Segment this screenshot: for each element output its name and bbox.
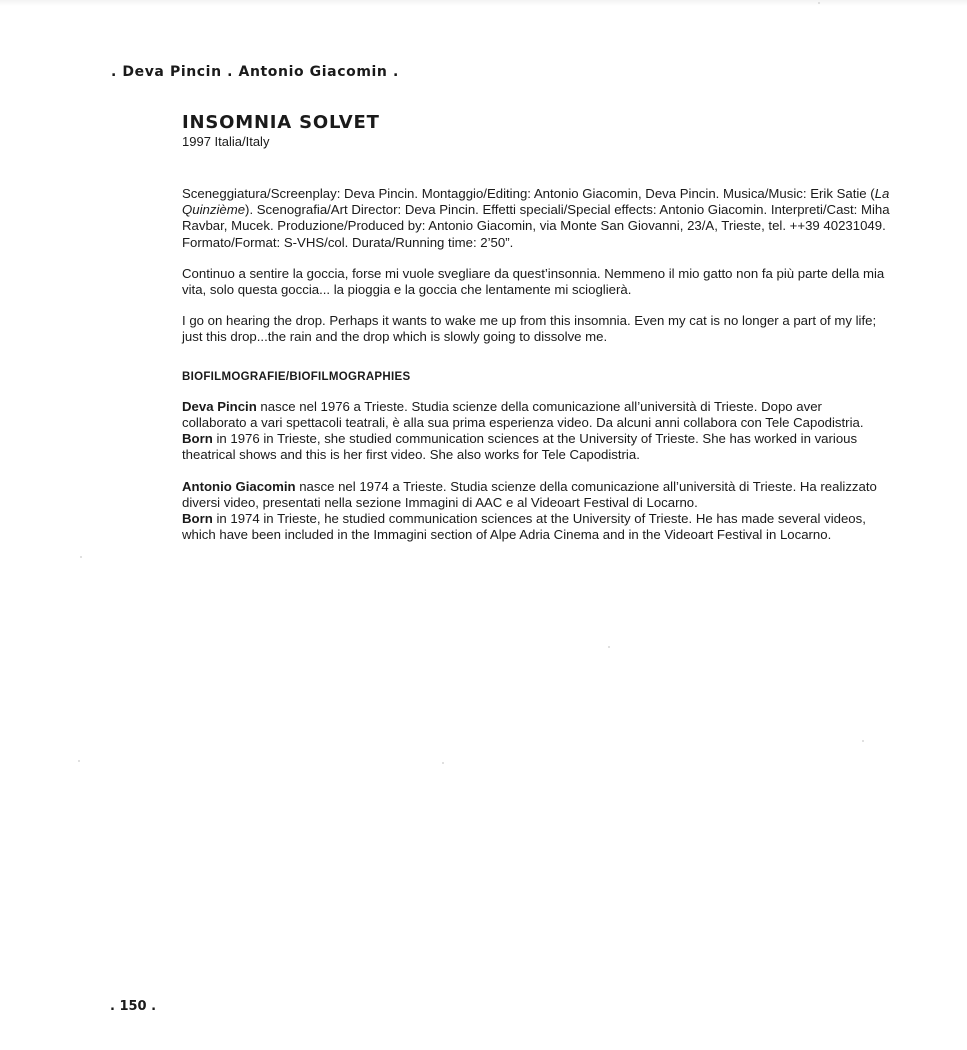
- page-edge: [0, 0, 967, 6]
- synopsis-italian: Continuo a sentire la goccia, forse mi vuole svegliare da quest’insonnia. Nemmeno il mio gatto non fa più parte della mia vita, solo questa goccia... la pioggia e la goccia che lentamente mi scioglierà.: [182, 265, 885, 298]
- bio-english-text: in 1976 in Trieste, she studied communication sciences at the University of Trieste. She has worked in various theatrical shows and this is her first video. She also works for Tele Capodistria.: [182, 431, 858, 463]
- bio-english-text: in 1974 in Trieste, he studied communication sciences at the University of Trieste. He has made several videos, which have been included in the Immagini section of Alpe Adria Cinema and in the Videoart Festival in Locarno.: [182, 511, 866, 543]
- paper-speck: [818, 2, 820, 4]
- page-number: . 150 .: [110, 999, 157, 1014]
- paper-speck: [442, 762, 444, 764]
- paper-speck: [78, 760, 80, 762]
- credits-part-1: Sceneggiatura/Screenplay: Deva Pincin. Montaggio/Editing: Antonio Giacomin, Deva Pincin. Musica/Music: Erik Satie (: [182, 186, 875, 201]
- bio-born-label: Born: [182, 511, 213, 527]
- bio-antonio-giacomin: [182, 479, 890, 544]
- bio-deva-pincin: [182, 399, 890, 464]
- bio-name: Deva Pincin: [182, 398, 257, 414]
- main-content: [182, 186, 890, 558]
- biofilmography-heading: BIOFILMOGRAFIE/BIOFILMOGRAPHIES: [182, 370, 411, 383]
- film-year-country: 1997 Italia/Italy: [182, 134, 270, 149]
- music-title: La Quinzième: [182, 186, 890, 218]
- credits-paragraph: [182, 186, 890, 251]
- bio-born-label: Born: [182, 431, 213, 447]
- bio-italian-text: nasce nel 1976 a Trieste. Studia scienze della comunicazione all’università di Trieste. Dopo aver collaborato a vari spettacoli teatrali, è alla sua prima esperienza video. Da alcuni anni collabora con Tele Capodistria.: [182, 398, 864, 431]
- bio-italian-text: nasce nel 1974 a Trieste. Studia scienze della comunicazione all’università di Trieste. Ha realizzato diversi video, presentati nella sezione Immagini di AAC e al Videoart Festival di Locarno.: [182, 478, 877, 510]
- credits-part-2: ). Scenografia/Art Director: Deva Pincin. Effetti speciali/Special effects: Antonio Giacomin. Interpreti/Cast: Miha Ravbar, Mucek. Produzione/Produced by: Antonio Giacomin, via Monte San Giovanni, 23/A, Trieste, tel. ++39 40231049. Formato/Format: S-VHS/col. Durata/Running time: 2’50”.: [182, 202, 890, 250]
- bio-name: Antonio Giacomin: [182, 478, 296, 494]
- paper-speck: [862, 740, 864, 742]
- paper-speck: [80, 556, 82, 558]
- paper-speck: [608, 646, 610, 648]
- film-title: INSOMNIA SOLVET: [182, 112, 380, 133]
- header-authors: . Deva Pincin . Antonio Giacomin .: [111, 64, 399, 80]
- synopsis-english: I go on hearing the drop. Perhaps it wants to wake me up from this insomnia. Even my cat is no longer a part of my life; just this drop...the rain and the drop which is slowly going to dissolve me.: [182, 313, 877, 345]
